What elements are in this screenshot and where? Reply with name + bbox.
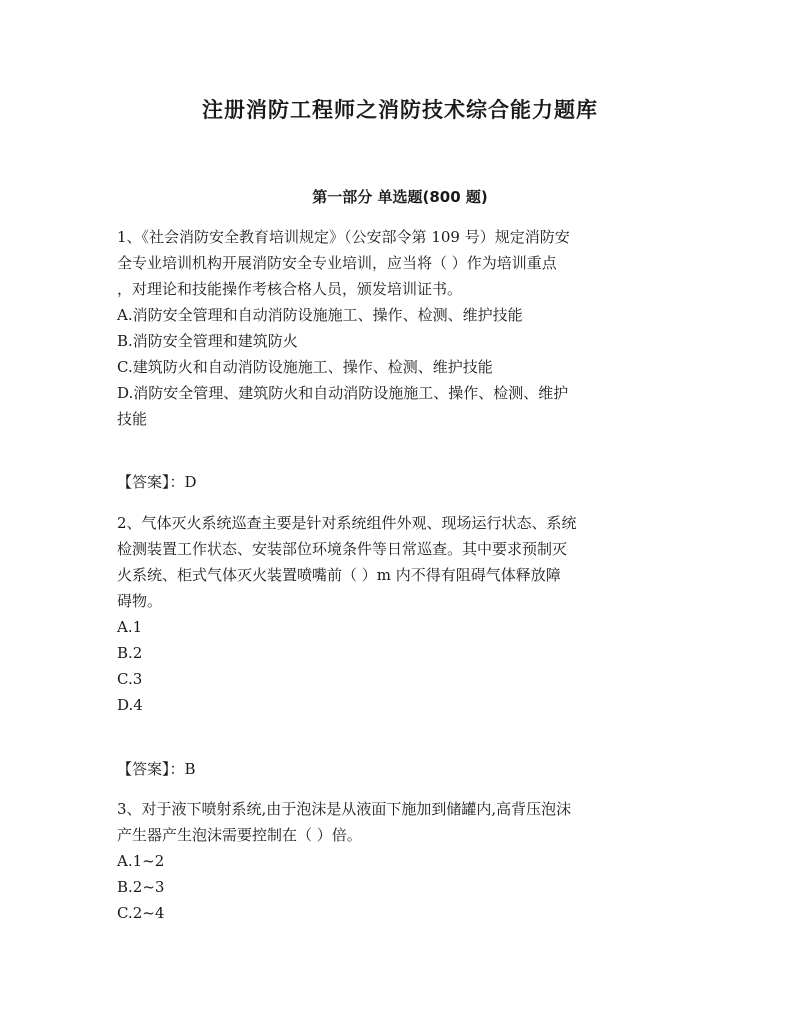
option-b: B.2~3 [117, 878, 165, 896]
answer-2 [117, 756, 196, 782]
question-stem-line: ，对理论和技能操作考核合格人员，颁发培训证书。 [117, 280, 463, 298]
answer-label: 【答案】： [117, 760, 185, 778]
question-stem-line: 检测装置工作状态、安装部位环境条件等日常巡查。其中要求预制灭 [117, 540, 568, 558]
option-a: A.1 [117, 618, 143, 636]
section-title: 第一部分 单选题(800 题) [312, 188, 488, 206]
option-d: D.4 [117, 696, 143, 714]
option-b: B.2 [117, 644, 143, 662]
question-stem-line: 1、《社会消防安全教育培训规定》（公安部令第 109 号）规定消防安 [117, 228, 570, 246]
question-stem-line: 产生器产生泡沫需要控制在（ ）倍。 [117, 826, 362, 844]
answer-value: B [184, 760, 196, 778]
document-title: 注册消防工程师之消防技术综合能力题库 [202, 98, 598, 122]
option-a: A.消防安全管理和自动消防设施施工、操作、检测、维护技能 [117, 306, 523, 324]
answer-value: D [184, 473, 197, 491]
option-c: C.2~4 [117, 904, 165, 922]
option-a: A.1~2 [117, 852, 165, 870]
option-c: C.建筑防火和自动消防设施施工、操作、检测、维护技能 [117, 358, 493, 376]
question-stem-line: 全专业培训机构开展消防安全专业培训，应当将（ ）作为培训重点 [117, 254, 557, 272]
question-stem-line: 火系统、柜式气体灭火装置喷嘴前（ ）m 内不得有阻碍气体释放障 [117, 566, 561, 584]
option-d: D.消防安全管理、建筑防火和自动消防设施施工、操作、检测、维护 [117, 384, 569, 402]
question-2 [117, 510, 687, 718]
option-d-continued: 技能 [117, 410, 148, 428]
answer-1 [117, 469, 197, 495]
option-b: B.消防安全管理和建筑防火 [117, 332, 298, 350]
option-c: C.3 [117, 670, 143, 688]
question-stem-line: 3、对于液下喷射系统,由于泡沫是从液面下施加到储罐内,高背压泡沫 [117, 800, 572, 818]
answer-label: 【答案】： [117, 473, 185, 491]
question-3 [117, 796, 687, 926]
question-stem-line: 2、气体灭火系统巡查主要是针对系统组件外观、现场运行状态、系统 [117, 514, 577, 532]
question-stem-line: 碍物。 [117, 592, 163, 610]
question-1 [117, 224, 687, 432]
